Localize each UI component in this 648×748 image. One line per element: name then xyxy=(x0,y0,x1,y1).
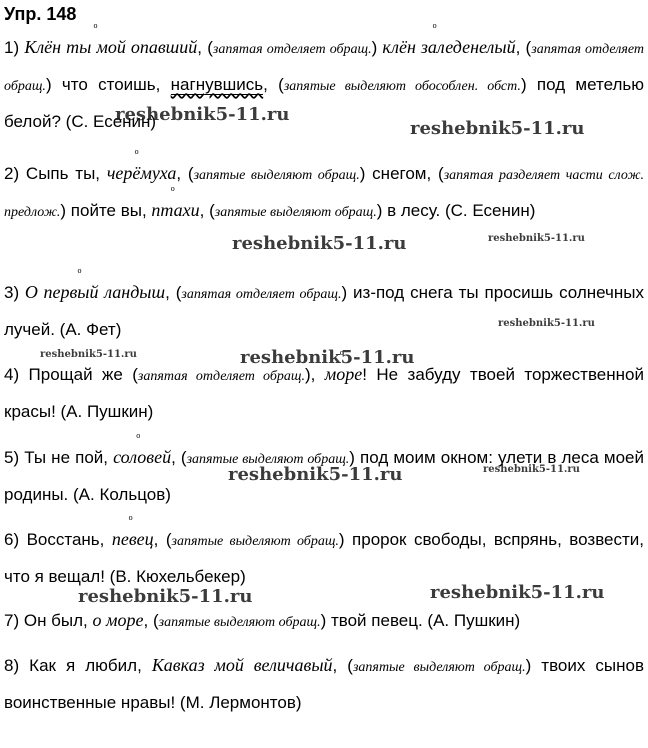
watermark: reshebnik5-11.ru xyxy=(498,318,595,329)
watermark: reshebnik5-11.ru xyxy=(483,464,580,475)
comma: , xyxy=(515,38,521,57)
grammar-note: запятые выделяют обращ. xyxy=(352,660,526,675)
paren: ) xyxy=(45,75,52,94)
grammar-note: запятые выделяют обособлен. обст. xyxy=(283,79,521,94)
paren: ( xyxy=(201,38,213,57)
paren: ( xyxy=(267,75,284,94)
item-number: 2) xyxy=(4,164,20,183)
grammar-note: запятые выделяют обращ. xyxy=(193,168,360,183)
sentence-8 xyxy=(4,648,644,720)
item-number: 3) xyxy=(4,283,20,302)
comma: , xyxy=(197,38,202,57)
sentence-text: ) под моим окном: улети в леса моей родины. (А. Кольцов) xyxy=(4,448,644,504)
sentence-text: Прощай же ( xyxy=(19,365,138,384)
sentence-text: Сыпь ты, xyxy=(19,164,107,183)
watermark: reshebnik5-11.ru xyxy=(40,349,137,360)
address-word: птахи o xyxy=(151,200,199,220)
comma: , ( xyxy=(153,530,172,549)
sentence-3 xyxy=(4,275,644,347)
sentence-text: ) пойте вы, xyxy=(60,201,152,220)
address-word: море o xyxy=(325,364,362,384)
item-number: 8) xyxy=(4,656,20,675)
grammar-note: запятая отделяет обращ. xyxy=(212,42,372,57)
address-word: черёмуха o xyxy=(107,163,177,183)
sentence-text: ) в лесу. (С. Есенин) xyxy=(376,201,536,220)
paren: ( xyxy=(520,38,532,57)
sentence-text: Он был, xyxy=(19,611,93,630)
exercise-title: Упр. 148 xyxy=(4,4,77,24)
grammar-note: запятые выделяют обращ. xyxy=(158,615,321,630)
comma: , xyxy=(263,75,268,94)
address-word: клён заледенелый o xyxy=(377,37,515,57)
watermark: reshebnik5-11.ru xyxy=(228,464,403,485)
address-word: Кавказ мой величавый xyxy=(151,655,333,675)
paren: ) xyxy=(371,38,378,57)
address-word: Клён ты мой опавший o xyxy=(24,37,197,57)
sentence-text: Восстань, xyxy=(19,530,112,549)
paren: ) xyxy=(520,75,527,94)
watermark: reshebnik5-11.ru xyxy=(240,347,415,368)
sentence-2 xyxy=(4,156,644,230)
item-number: 5) xyxy=(4,448,20,467)
sentence-7 xyxy=(4,603,644,640)
sentence-text: ) твоих сынов воинственные нравы! (М. Лермонтов) xyxy=(4,656,644,712)
address-word: соловей o xyxy=(113,447,171,467)
address-word: О первый ландыш o xyxy=(19,282,165,302)
comma: , ( xyxy=(176,164,194,183)
grammar-note: запятые выделяют обращ. xyxy=(214,205,377,220)
watermark: reshebnik5-11.ru xyxy=(488,233,585,244)
watermark: reshebnik5-11.ru xyxy=(115,104,290,125)
watermark: reshebnik5-11.ru xyxy=(232,233,407,254)
address-word: певец o xyxy=(112,529,154,549)
watermark: reshebnik5-11.ru xyxy=(430,582,605,603)
grammar-note: запятая отделяет обращ. xyxy=(4,42,644,94)
item-number: 4) xyxy=(4,365,20,384)
watermark: reshebnik5-11.ru xyxy=(78,586,253,607)
grammar-note: запятые выделяют обращ. xyxy=(171,534,339,549)
sentence-text: ! Не забуду твоей торжественной красы! (А. Пушкин) xyxy=(4,365,644,421)
address-word: о море xyxy=(92,610,144,630)
sentence-text: под метелью белой? (С. Есенин) xyxy=(4,75,644,131)
sentence-text: ), xyxy=(304,365,325,384)
item-number: 7) xyxy=(4,611,20,630)
item-number: 1) xyxy=(4,38,20,57)
grammar-note: запятая отделяет обращ. xyxy=(181,287,342,302)
grammar-note: запятая разделяет части слож. предлож. xyxy=(4,168,644,220)
sentence-text: ) из-под снега ты просишь солнечных лучей. (А. Фет) xyxy=(4,283,645,339)
sentence-text: ) снегом, ( xyxy=(359,164,444,183)
sentence-text: ) пророк свободы, вспрянь, возвести, что я вещал! (В. Кюхельбекер) xyxy=(4,530,645,586)
watermark: reshebnik5-11.ru xyxy=(410,118,585,139)
sentence-text: Как я любил, xyxy=(19,656,152,675)
item-number: 6) xyxy=(4,530,20,549)
comma: , ( xyxy=(171,448,187,467)
sentence-text: что стоишь, xyxy=(51,75,171,94)
adverbial-participle: нагнувшись xyxy=(170,75,264,94)
grammar-note: запятая отделяет обращ. xyxy=(137,369,305,384)
grammar-note: запятые выделяют обращ. xyxy=(186,452,350,467)
comma: , ( xyxy=(143,611,159,630)
sentence-text: ) твой певец. (А. Пушкин) xyxy=(320,611,521,630)
sentence-text: Ты не пой, xyxy=(19,448,114,467)
comma: , ( xyxy=(332,656,353,675)
comma: , ( xyxy=(165,283,182,302)
comma: , ( xyxy=(199,201,215,220)
